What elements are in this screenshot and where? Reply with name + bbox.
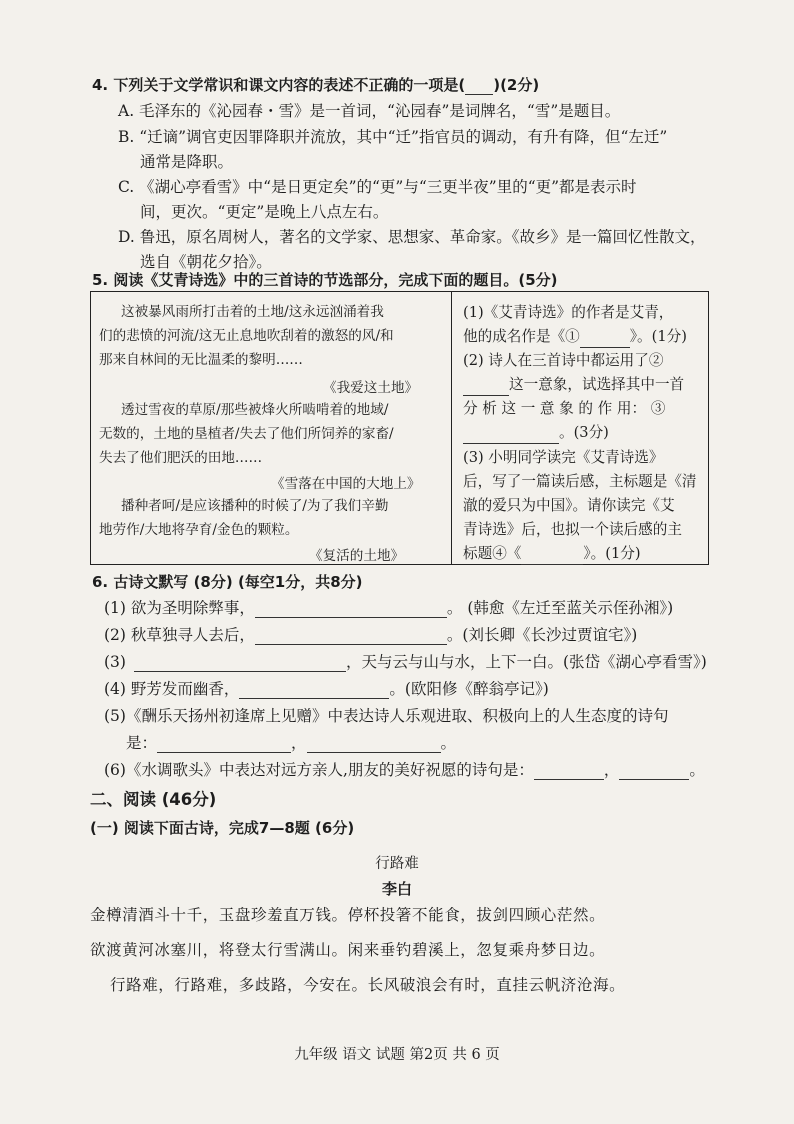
poem2-line2: 无数的，土地的垦植者/失去了他们所饲养的家畜/ — [99, 426, 394, 442]
q4-option-b-line1: B. “迁谪”调官吏因罪降职并流放，其中“迁”指官员的调动，有升有降，但“左迁” — [118, 128, 668, 146]
page-footer: 九年级 语文 试题 第2页 共 6 页 — [294, 1047, 500, 1063]
q5-sub2-line2 — [463, 374, 684, 396]
q6-blank-1[interactable] — [255, 601, 447, 618]
section2-subtitle: (一) 阅读下面古诗，完成7—8题 (6分) — [90, 819, 355, 837]
q5-sub3-line4: 青诗选》后，也拟一个读后感的主 — [463, 521, 682, 538]
poem3-source: 《复活的土地》 — [309, 548, 405, 564]
poem-line1: 金樽清酒斗十千，玉盘珍羞直万钱。停杯投箸不能食，拔剑四顾心茫然。 — [90, 906, 606, 924]
q6-item2 — [104, 625, 637, 645]
poem1-source: 《我爱这土地》 — [323, 380, 419, 396]
q6-blank-2[interactable] — [255, 628, 447, 645]
q4-option-b-line2: 通常是降职。 — [140, 153, 234, 171]
q6-item1 — [104, 598, 673, 618]
q5-sub3-prefix: 标题④《 — [463, 545, 522, 562]
poem2-line1: 透过雪夜的草原/那些被烽火所啮啃着的地域/ — [121, 402, 389, 418]
q6-blank-4[interactable] — [239, 682, 389, 699]
q4-option-d-line2: 选自《朝花夕拾》。 — [140, 253, 272, 271]
q6-item2-text: (2) 秋草独寻人去后， — [104, 626, 255, 644]
q5-box-divider — [451, 292, 452, 564]
q5-sub1-line1: (1)《艾青诗选》的作者是艾青， — [463, 304, 674, 321]
q6-item3-number: (3) — [104, 653, 126, 671]
poem1-line3: 那来自林间的无比温柔的黎明…… — [99, 352, 303, 368]
q6-stem: 6. 古诗文默写 (8分) (每空1分，共8分) — [92, 573, 363, 591]
q5-sub1-prefix: 他的成名作是《① — [463, 328, 580, 345]
poem3-line1: 播种者呵/是应该播种的时候了/为了我们辛勤 — [121, 498, 389, 514]
q6-item5-prefix: 是： — [126, 734, 158, 752]
q5-blank-4[interactable] — [521, 548, 583, 565]
q6-item4 — [104, 679, 549, 699]
q6-item6 — [104, 760, 705, 780]
q5-sub2-line1: (2) 诗人在三首诗中都运用了② — [463, 352, 664, 369]
poem-line2: 欲渡黄河冰塞川，将登太行雪满山。闲来垂钓碧溪上，忽复乘舟梦日边。 — [90, 941, 606, 959]
q5-sub3-line5 — [463, 543, 641, 565]
q6-item6-period: 。 — [689, 761, 705, 779]
poem2-source: 《雪落在中国的大地上》 — [271, 476, 421, 492]
q4-option-d-line1: D. 鲁迅，原名周树人，著名的文学家、思想家、革命家。《故乡》是一篇回忆性散文， — [118, 228, 706, 246]
q5-sub3-line3: 澈的爱只为中国》。请你读完《艾 — [463, 497, 675, 514]
q6-blank-3[interactable] — [134, 655, 346, 672]
q5-sub1-line2 — [463, 326, 687, 348]
q5-sub2-text: 这一意象，试选择其中一首 — [509, 376, 685, 393]
q4-score: )(2分) — [493, 76, 540, 94]
q6-item4-text: (4) 野芳发而幽香， — [104, 680, 240, 698]
q4-option-a: A. 毛泽东的《沁园春・雪》是一首词，“沁园春”是词牌名，“雪”是题目。 — [118, 102, 621, 120]
q5-sub2-line4 — [463, 422, 609, 444]
q6-item3 — [104, 652, 707, 672]
q6-item1-source: 。 (韩愈《左迁至蓝关示侄孙湘》) — [446, 599, 674, 617]
poem1-line2: 们的悲愤的河流/这无止息地吹刮着的激怒的风/和 — [99, 328, 394, 344]
q6-item5-period: 。 — [440, 734, 457, 752]
poem-line3: 行路难，行路难，多歧路，今安在。长风破浪会有时，直挂云帆济沧海。 — [110, 976, 626, 994]
q5-sub3-line1: (3) 小明同学读完《艾青诗选》 — [463, 449, 664, 466]
poem-author: 李白 — [381, 880, 412, 898]
q4-option-c-line1: C. 《湖心亭看雪》中“是日更定矣”的“更”与“三更半夜”里的“更”都是表示时 — [118, 178, 637, 196]
poem1-line1: 这被暴风雨所打击着的土地/这永远汹涌着我 — [121, 304, 384, 320]
q6-item6-text: (6)《水调歌头》中表达对远方亲人,朋友的美好祝愿的诗句是： — [104, 761, 534, 779]
q5-blank-2[interactable] — [463, 379, 509, 396]
q5-sub1-suffix: 》。(1分) — [629, 328, 687, 345]
q4-answer-blank[interactable] — [465, 78, 493, 95]
poem2-line3: 失去了他们肥沃的田地…… — [99, 450, 263, 466]
q5-sub3-suffix: 》。(1分) — [583, 545, 641, 562]
q6-item1-text: (1) 欲为圣明除弊事， — [104, 599, 255, 617]
q6-blank-6a[interactable] — [534, 763, 604, 780]
q6-blank-5b[interactable] — [307, 736, 441, 753]
q5-sub2-score: 。(3分) — [559, 424, 609, 441]
q6-item2-source: 。(刘长卿《长沙过贾谊宅》) — [446, 626, 638, 644]
q6-item5-line1: (5)《酬乐天扬州初逢席上见赠》中表达诗人乐观进取、积极向上的人生态度的诗句 — [104, 707, 669, 725]
q6-blank-6b[interactable] — [619, 763, 689, 780]
q6-blank-5a[interactable] — [157, 736, 291, 753]
q5-sub2-line3: 分 析 这 一 意 象 的 作 用： ③ — [463, 400, 666, 417]
poem-title: 行路难 — [375, 856, 419, 872]
q4-stem — [92, 75, 539, 95]
q4-option-c-line2: 间，更次。“更定”是晚上八点左右。 — [140, 203, 389, 221]
q5-blank-3[interactable] — [463, 427, 559, 444]
q6-item3-text: ，天与云与山与水，上下一白。(张岱《湖心亭看雪》) — [345, 653, 707, 671]
q5-sub3-line2: 后，写了一篇读后感，主标题是《清 — [463, 473, 697, 490]
q4-stem-text: 4. 下列关于文学常识和课文内容的表述不正确的一项是( — [92, 76, 466, 94]
poem3-line2: 地劳作/大地将孕育/金色的颗粒。 — [99, 522, 299, 538]
q5-stem: 5. 阅读《艾青诗选》中的三首诗的节选部分，完成下面的题目。(5分) — [92, 271, 558, 289]
q6-item6-comma: ， — [603, 761, 620, 779]
q5-box — [90, 291, 709, 565]
q6-item5-comma: ， — [291, 734, 307, 752]
q5-blank-1[interactable] — [580, 331, 630, 348]
section2-title: 二、阅读 (46分) — [90, 790, 217, 809]
q6-item4-source: 。(欧阳修《醉翁亭记》) — [389, 680, 549, 698]
q6-item5-line2 — [126, 733, 456, 753]
